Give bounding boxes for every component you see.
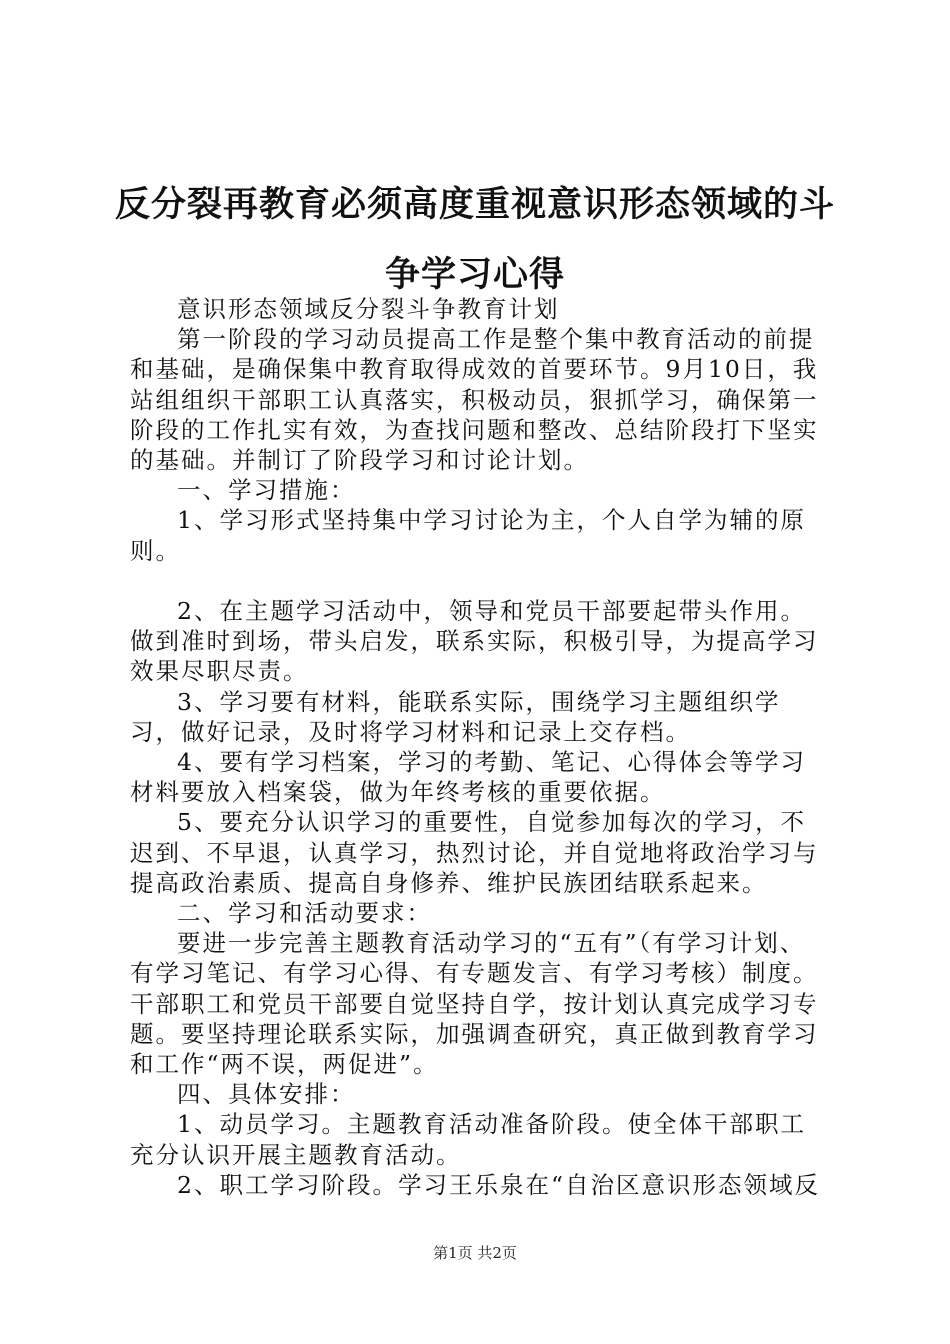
measure-item-1: 1、学习形式坚持集中学习讨论为主，个人自学为辅的原则。 xyxy=(130,506,806,565)
measure-item-2: 2、在主题学习活动中，领导和党员干部要起带头作用。做到准时到场，带头启发，联系实际，积极引导，为提高学习效果尽职尽责。 xyxy=(130,597,819,686)
document-body xyxy=(130,294,830,1200)
section-heading-arrangement: 四、具体安排： xyxy=(177,1080,356,1109)
intro-paragraph: 第一阶段的学习动员提高工作是整个集中教育活动的前提和基础，是确保集中教育取得成效的首要环节。9月10日，我站组组织干部职工认真落实，积极动员，狠抓学习，确保第一阶段的工作扎实有效，为查找问题和整改、总结阶段打下坚实的基础。并制订了阶段学习和讨论计划。 xyxy=(130,325,819,475)
plan-heading: 意识形态领域反分裂斗争教育计划 xyxy=(177,295,560,323)
arrangement-item-1: 1、动员学习。主题教育活动准备阶段。使全体干部职工充分认识开展主题教育活动。 xyxy=(130,1110,806,1169)
title-line-2: 争学习心得 xyxy=(384,254,565,295)
section-heading-measures: 一、学习措施： xyxy=(177,476,356,505)
measure-item-5: 5、要充分认识学习的重要性，自觉参加每次的学习，不迟到、不早退，认真学习，热烈讨论，并自觉地将政治学习与提高政治素质、提高自身修养、维护民族团结联系起来。 xyxy=(130,808,819,897)
measure-item-4: 4、要有学习档案，学习的考勤、笔记、心得体会等学习材料要放入档案袋，做为年终考核的重要依据。 xyxy=(130,748,806,807)
measure-item-3: 3、学习要有材料，能联系实际，围绕学习主题组织学习，做好记录，及时将学习材料和记录上交存档。 xyxy=(130,687,781,746)
title-line-1: 反分裂再教育必须高度重视意识形态领域的斗 xyxy=(114,184,835,225)
document-title xyxy=(100,170,850,310)
requirements-paragraph: 要进一步完善主题教育活动学习的“五有”（有学习计划、有学习笔记、有学习心得、有专题发言、有学习考核）制度。干部职工和党员干部要自觉坚持自学，按计划认真完成学习专题。要坚持理论联系实际，加强调查研究，真正做到教育学习和工作“两不误，两促进”。 xyxy=(130,929,819,1079)
arrangement-item-2: 2、职工学习阶段。学习王乐泉在“自治区意识形态领域反 xyxy=(177,1170,820,1199)
section-heading-requirements: 二、学习和活动要求： xyxy=(177,899,432,928)
page-number-footer: 第1页 共2页 xyxy=(433,1244,517,1262)
